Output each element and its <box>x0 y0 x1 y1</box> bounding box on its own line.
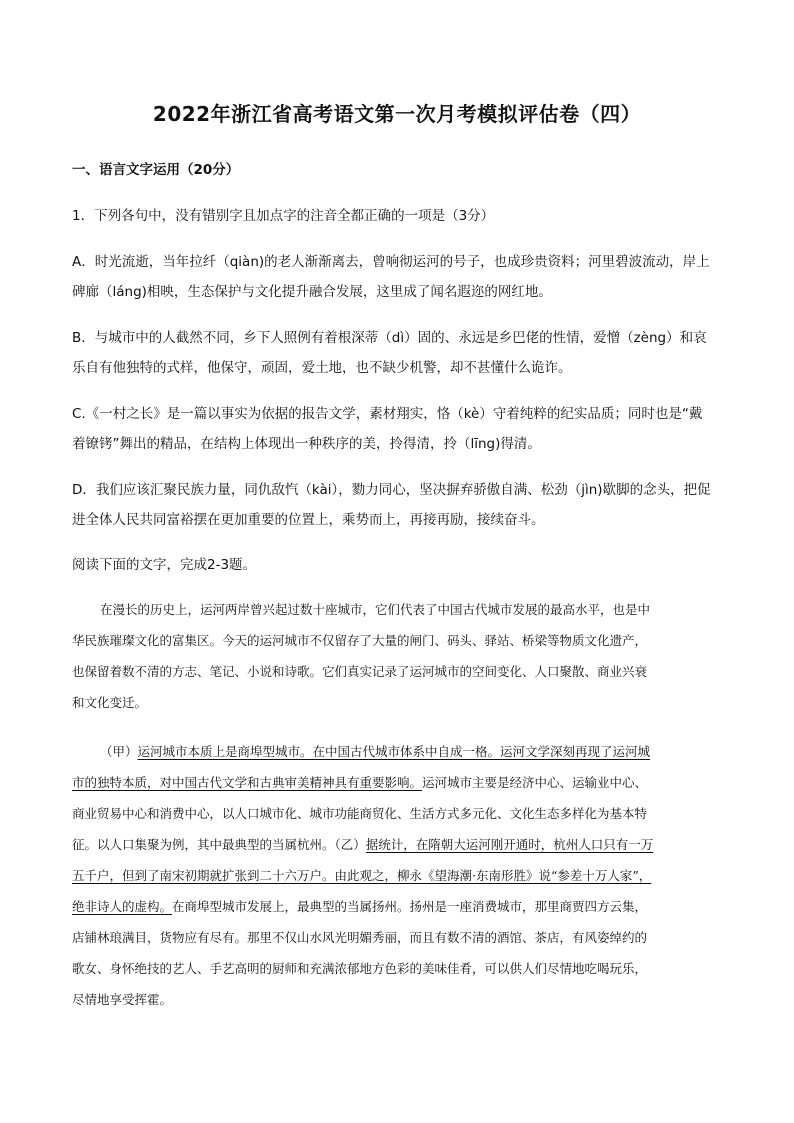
passage-text: 征。以人口集聚为例，其中最典型的当属杭州。（乙） <box>72 837 366 852</box>
option-a-line-1: A．时光流逝，当年拉纤（qiàn)的老人渐渐离去，曾响彻运河的号子，也成珍贵资料；河里碧波流动，岸上 <box>72 254 710 270</box>
passage-p2-line-8: 歌女、身怀绝技的艺人、手艺高明的厨师和充满浓郁地方色彩的美味佳肴，可以供人们尽情地吃喝玩乐， <box>72 961 648 976</box>
page-title: 2022年浙江省高考语文第一次月考模拟评估卷（四） <box>152 102 642 126</box>
option-d-line-1: D．我们应该汇聚民族力量，同仇敌忾（kài），勠力同心，坚决摒弃骄傲自满、松劲（jìn)歇脚的念头，把促 <box>72 482 711 498</box>
option-d-line-2: 进全体人民共同富裕摆在更加重要的位置上，乘势而上，再接再励，接续奋斗。 <box>72 512 545 528</box>
passage-text: 在商埠型城市发展上，最典型的当属扬州。扬州是一座消费城市，那里商贾四方云集， <box>172 899 648 914</box>
underlined-sentence-yi-part-1: 据统计，在隋朝大运河刚开通时，杭州人口只有一万 <box>365 837 654 852</box>
option-c-line-2: 着镣铐”舞出的精品，在结构上体现出一种秩序的美，拎得清，拎（līng)得清。 <box>72 436 541 452</box>
passage-p2-line-9: 尽情地享受挥霍。 <box>72 992 173 1007</box>
passage-p2-line-2 <box>72 773 647 791</box>
passage-text: 运河城市主要是经济中心、运输业中心、 <box>422 775 648 790</box>
option-b-line-2: 乐自有他独特的式样，他保守，顽固，爱土地，也不缺少机警，却不甚懂什么诡诈。 <box>72 360 572 376</box>
passage-p2-line-6 <box>72 897 647 915</box>
passage-p1-line-1: 在漫长的历史上，运河两岸曾兴起过数十座城市，它们代表了中国古代城市发展的最高水平，也是中 <box>100 602 651 617</box>
underlined-sentence-yi-part-2: 五千户，但到了南宋初期就扩张到二十六万户。由此观之，柳永《望海潮·东南形胜》说“参差十万人家”， <box>72 868 652 883</box>
passage-p1-line-2: 华民族璀璨文化的富集区。今天的运河城市不仅留存了大量的闸门、码头、驿站、桥梁等物质文化遗产， <box>72 633 648 648</box>
reading-instruction: 阅读下面的文字，完成2-3题。 <box>72 557 257 573</box>
option-c-line-1: C.《一村之长》是一篇以事实为依据的报告文学，素材翔实，恪（kè）守着纯粹的纪实品质；同时也是“戴 <box>72 406 703 422</box>
underlined-sentence-yi-part-3: 绝非诗人的虚构。 <box>72 899 173 914</box>
question-1-stem: 1．下列各句中，没有错别字且加点字的注音全都正确的一项是（3分） <box>72 208 495 224</box>
passage-p2-line-5 <box>72 866 651 884</box>
passage-p2-line-4 <box>72 835 653 853</box>
marker-jia: （甲） <box>100 744 138 759</box>
passage-p1-line-3: 也保留着数不清的方志、笔记、小说和诗歌。它们真实记录了运河城市的空间变化、人口聚散、商业兴衰 <box>72 664 648 679</box>
passage-p1-line-4: 和文化变迁。 <box>72 695 148 710</box>
section-heading: 一、语言文字运用（20分） <box>72 162 240 178</box>
passage-p2-line-1 <box>72 742 650 760</box>
passage-p2-line-3: 商业贸易中心和消费中心，以人口城市化、城市功能商贸化、生活方式多元化、文化生态多样化为基本特 <box>72 806 648 821</box>
underlined-sentence-jia-part-1: 运河城市本质上是商埠型城市。在中国古代城市体系中自成一格。运河文学深刻再现了运河城 <box>137 744 651 759</box>
passage-p2-line-7: 店铺林琅满目，货物应有尽有。那里不仅山水风光明媚秀丽，而且有数不清的酒馆、茶店，有风姿绰约的 <box>72 930 648 945</box>
option-b-line-1: B．与城市中的人截然不同，乡下人照例有着根深蒂（dì）固的、永远是乡巴佬的性情，爱憎（zèng）和哀 <box>72 330 707 346</box>
underlined-sentence-jia-part-2: 市的独特本质，对中国古代文学和古典审美精神具有重要影响。 <box>72 775 423 790</box>
option-a-line-2: 碑廊（láng)相映，生态保护与文化提升融合发展，这里成了闻名遐迩的网红地。 <box>72 284 552 300</box>
